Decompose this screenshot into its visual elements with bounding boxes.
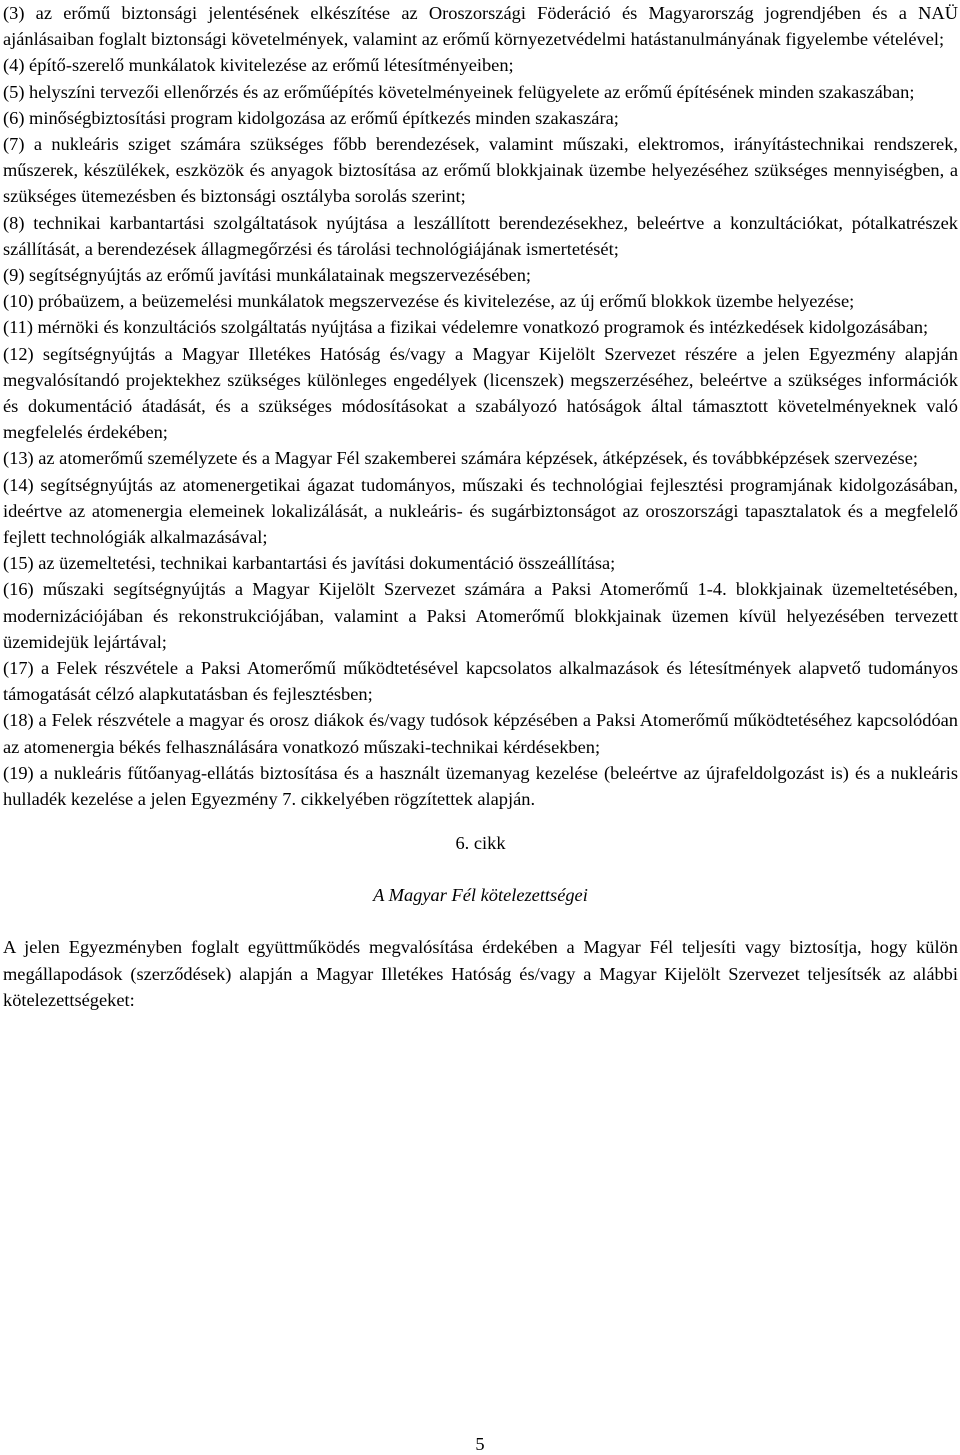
list-item: (19) a nukleáris fűtőanyag-ellátás biztosítása és a használt üzemanyag kezelése (beleértve az újrafeldolgozást is) és a nukleáris hulladék kezelése a jelen Egyezmény 7. cikkelyében rögzítettek alapján. (3, 762, 958, 810)
list-item: (6) minőségbiztosítási program kidolgozása az erőmű építkezés minden szakaszára; (3, 107, 619, 128)
article-intro-paragraph: A jelen Egyezményben foglalt együttműködés megvalósítása érdekében a Magyar Fél teljesíti vagy biztosítja, hogy külön megállapodások (szerződések) alapján a Magyar Illetékes Hatóság és/vagy a Magyar Kijelölt Szervezet teljesítsék az alábbi kötelezettségeket: (3, 937, 958, 1010)
list-item: (8) technikai karbantartási szolgáltatások nyújtása a leszállított berendezésekhez, beleértve a konzultációkat, pótalkatrészek szállítását, a berendezések állagmegőrzési és tárolási technológiájának ismertetését; (3, 212, 958, 259)
page-number: 5 (475, 1434, 485, 1454)
list-item: (16) műszaki segítségnyújtás a Magyar Kijelölt Szervezet számára a Paksi Atomerőmű 1-4. blokkjainak üzemeltetésében, modernizációjában és rekonstrukciójában, valamint a Paksi Atomerőmű blokkjainak üzemen kívül helyezésében tervezett üzemidejük lejártával; (3, 579, 958, 652)
list-item: (9) segítségnyújtás az erőmű javítási munkálatainak megszervezésében; (3, 265, 532, 286)
list-item: (12) segítségnyújtás a Magyar Illetékes Hatóság és/vagy a Magyar Kijelölt Szervezet részére a jelen Egyezmény alapján megvalósítandó projektekhez szükséges különleges engedélyek (licenszek) megszerzéséhez, beleértve a szükséges információk és dokumentáció átadását, és a szükséges módosításokat a szabályozó hatóságok által támasztott követelményeknek való megfelelés érdekében; (3, 343, 958, 443)
list-item: (17) a Felek részvétele a Paksi Atomerőmű működtetésével kapcsolatos alkalmazások és létesítmények alapvető tudományos támogatását célzó alapkutatásban és fejlesztésben; (3, 658, 958, 705)
list-item: (10) próbaüzem, a beüzemelési munkálatok megszervezése és kivitelezése, az új erőmű blokkok üzembe helyezése; (3, 291, 855, 312)
list-item: (7) a nukleáris sziget számára szükséges főbb berendezések, valamint műszaki, elektromos, irányítástechnikai rendszerek, műszerek, készülékek, eszközök és anyagok biztosítása az erőmű blokkjainak üzembe helyezéséhez szükséges mennyiségben, a szükséges ütemezésben és biztonsági osztályba sorolás szerint; (3, 134, 958, 207)
list-item: (4) építő-szerelő munkálatok kivitelezése az erőmű létesítményeiben; (3, 55, 514, 76)
obligations-list (3, 0, 958, 812)
list-item: (14) segítségnyújtás az atomenergetikai ágazat tudományos, műszaki és technológiai fejlesztési programjának kidolgozásában, ideértve az atomenergia elemeinek lokalizálását, a nukleáris- és sugárbiztonságot az oroszországi tapasztalatok és a megfelelő fejlett technológiák alkalmazásával; (3, 474, 958, 548)
list-item: (13) az atomerőmű személyzete és a Magyar Fél szakemberei számára képzések, átképzések, és továbbképzések szervezése; (3, 448, 918, 469)
list-item: (3) az erőmű biztonsági jelentésének elkészítése az Oroszországi Föderáció és Magyarország jogrendjében és a NAÜ ajánlásaiban foglalt biztonsági követelmények, valamint az erőmű környezetvédelmi hatástanulmányának figyelembe vételével; (3, 3, 958, 50)
document-page (3, 0, 958, 1013)
list-item: (5) helyszíni tervezői ellenőrzés és az erőműépítés követelményeinek felügyelete az erőmű építésének minden szakaszában; (3, 81, 915, 102)
list-item: (11) mérnöki és konzultációs szolgáltatás nyújtása a fizikai védelemre vonatkozó programok és intézkedések kidolgozásában; (3, 317, 929, 338)
article-title: A Magyar Fél kötelezettségei (373, 885, 588, 906)
list-item: (15) az üzemeltetési, technikai karbantartási és javítási dokumentáció összeállítása; (3, 553, 616, 574)
list-item: (18) a Felek részvétele a magyar és orosz diákok és/vagy tudósok képzésében a Paksi Atomerőmű működtetéséhez kapcsolódóan az atomenergia békés felhasználására vonatkozó műszaki-technikai kérdésekben; (3, 710, 958, 757)
article-number: 6. cikk (455, 833, 506, 854)
